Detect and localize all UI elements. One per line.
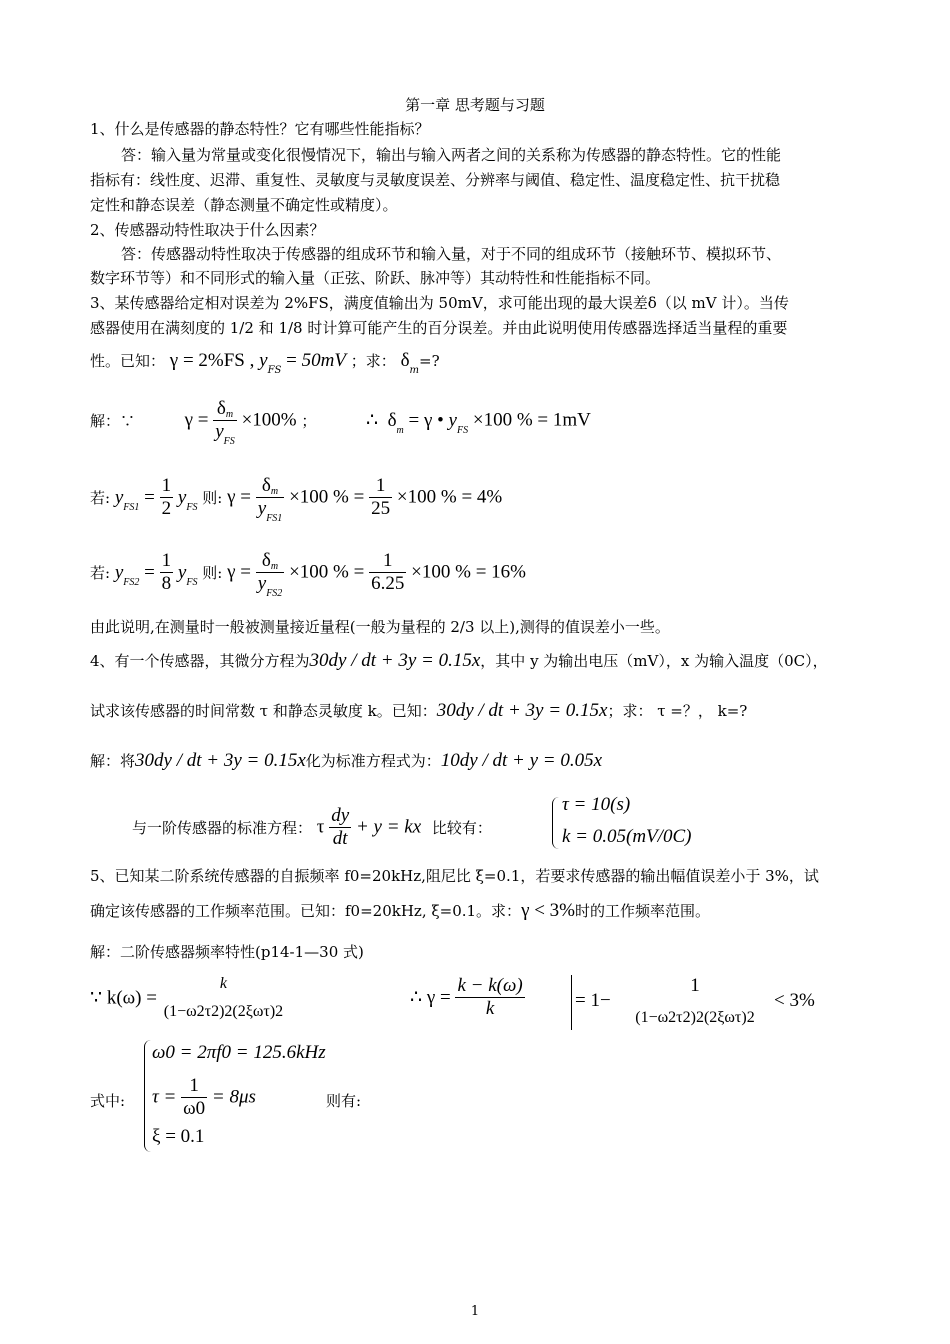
tau-eq: τ = $\frac{1}{\omega 0}$ = 8μs xyxy=(152,1075,256,1119)
question-3-line1: 3、某传感器给定相对误差为 2%FS，满度值输出为 50mV，求可能出现的最大误差δ（以 mV 计）。当传 xyxy=(90,294,789,312)
answer-1-line3: 定性和静态误差（静态测量不确定性或精度）。 xyxy=(90,196,398,214)
k-result: k = 0.05(mV/0C) xyxy=(562,826,692,847)
tau-result: τ = 10(s) xyxy=(562,794,631,815)
solution-5-intro: 解：二阶传感器频率特性(p14-1—30 式) xyxy=(90,943,364,961)
solution-5-one-minus: = 1− xyxy=(575,990,611,1011)
result-brace xyxy=(552,797,559,849)
solution-5-kw: ∵ k(ω) = k (1−ω2τ2)2(2ξωτ)2 xyxy=(90,975,284,1020)
where-brace xyxy=(144,1040,151,1152)
question-4-line1: 4、有一个传感器，其微分方程为30dy / dt + 3y = 0.15x，其中 y 为输出电压（mV），x 为输入温度（0C）， xyxy=(90,650,828,671)
answer-2-line2: 数字环节等）和不同形式的输入量（正弦、阶跃、脉冲等）其动特性和性能指标不同。 xyxy=(90,269,661,287)
question-1: 1、什么是传感器的静态特性？它有哪些性能指标？ xyxy=(90,120,430,138)
conclusion: 由此说明,在测量时一般被测量接近量程(一般为量程的 2/3 以上),测得的值误差小一些。 xyxy=(90,618,670,636)
solution-5-limit: < 3% xyxy=(774,990,815,1011)
xi-eq: ξ = 0.1 xyxy=(152,1126,205,1147)
solution-4-line1: 解：将30dy / dt + 3y = 0.15x化为标准方程式为：10dy / dt + y = 0.05x xyxy=(90,750,603,771)
question-5-line2: 确定该传感器的工作频率范围。已知：f0=20kHz, ξ=0.1。求：γ < 3%时的工作频率范围。 xyxy=(90,900,711,921)
page-number: 1 xyxy=(470,1304,480,1319)
solution-3-eq1: 解：∵ γ = $\frac{\delta m}{y_{FS}}$ ×100% ； ∴ $\delta_m = \gamma$ • $y_{FS} \times 100$ % = 1mV xyxy=(90,398,591,447)
abs-bar xyxy=(571,975,572,1030)
question-5-line1: 5、已知某二阶系统传感器的自振频率 f0=20kHz,阻尼比 ξ=0.1，若要求传感器的输出幅值误差小于 3%，试 xyxy=(90,867,819,885)
solution-5-gamma: ∴ γ = $\frac{k - k(\omega)}{k}$ xyxy=(410,975,523,1019)
question-3-known: 性。已知： γ = 2%FS , $y_{FS} = 50mV$ ；求： $\delta_m=$? xyxy=(90,350,440,376)
question-3-line2: 感器使用在满刻度的 1/2 和 1/8 时计算可能产生的百分误差。并由此说明使用传感器选择适当量程的重要 xyxy=(90,319,788,337)
solution-4-compare: 与一阶传感器的标准方程： τ $\frac{dy}{dt}$ + y = kx 比较有： xyxy=(132,805,492,849)
answer-1-line1: 答：输入量为常量或变化很慢情况下，输出与输入两者之间的关系称为传感器的静态特性。它的性能 xyxy=(121,146,782,164)
then-label: 则有: xyxy=(326,1092,362,1110)
solution-5-frac: 1 (1−ω2τ2)2(2ξωτ)2 xyxy=(635,975,755,1026)
where-label: 式中: xyxy=(90,1092,126,1110)
page-title: 第一章 思考题与习题 xyxy=(405,96,545,114)
solution-3-eq2: 若: $y_{FS1}$ = $\frac{1}{2}$ $y_{FS}$ 则: γ = $\frac{\delta m}{y_{FS1}}$ ×100 % = $\frac{1}{25}$ ×100 % = 4% xyxy=(90,475,503,524)
question-4-line2: 试求该传感器的时间常数 τ 和静态灵敏度 k。已知：30dy / dt + 3y = 0.15x；求： τ =？， k=? xyxy=(90,700,748,721)
solution-3-eq3: 若: $y_{FS2}$ = $\frac{1}{8}$ $y_{FS}$ 则: γ = $\frac{\delta m}{y_{FS2}}$ ×100 % = $\frac{1}{6.25}$ ×100 % = 16% xyxy=(90,550,526,599)
omega0-eq: ω0 = 2πf0 = 125.6kHz xyxy=(152,1042,326,1063)
answer-2-line1: 答：传感器动特性取决于传感器的组成环节和输入量，对于不同的组成环节（接触环节、模拟环节、 xyxy=(121,245,782,263)
answer-1-line2: 指标有：线性度、迟滞、重复性、灵敏度与灵敏度误差、分辨率与阈值、稳定性、温度稳定性、抗干扰稳 xyxy=(90,171,781,189)
question-2: 2、传感器动特性取决于什么因素？ xyxy=(90,221,325,239)
